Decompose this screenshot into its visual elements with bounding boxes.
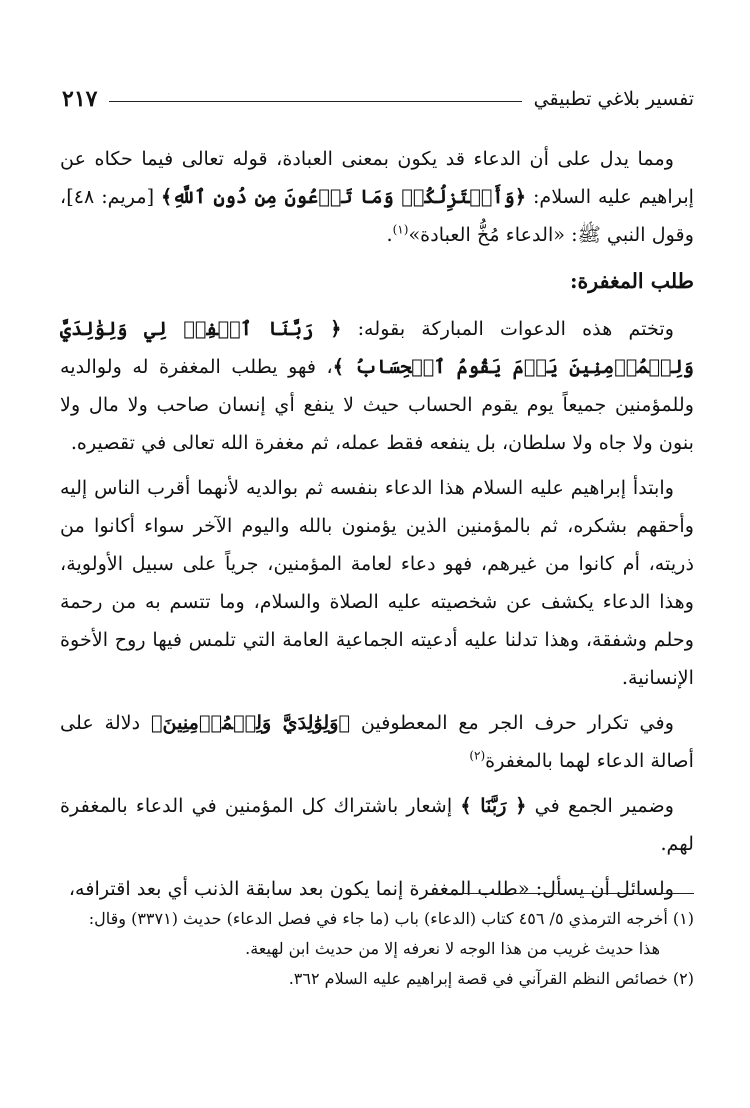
footnote-1-continuation: هذا حديث غريب من هذا الوجه لا نعرفه إلا من حديث ابن لهيعة. — [245, 939, 660, 958]
paragraph-5 — [60, 787, 694, 863]
paragraph-2 — [60, 310, 694, 462]
paragraph-6 — [60, 870, 694, 908]
page-header — [62, 84, 694, 114]
paragraph-1-text-b: [مريم: ٤٨]، وقول النبي ﷺ: «الدعاء مُخُّ العبادة» — [60, 185, 694, 246]
footnote-1: (١) أخرجه الترمذي ٥/ ٤٥٦ كتاب (الدعاء) باب (ما جاء في فصل الدعاء) حديث (٣٣٧١) وقال: — [88, 909, 694, 928]
paragraph-1 — [60, 140, 694, 254]
page-number: ٢١٧ — [62, 86, 98, 112]
paragraph-5-text-b: إشعار باشتراك كل المؤمنين في الدعاء بالمغفرة لهم. — [60, 794, 694, 855]
footnote-2: (٢) خصائص النظم القرآني في قصة إبراهيم عليه السلام ٣٦٢. — [288, 969, 694, 988]
header-rule — [109, 101, 521, 102]
footnote-ref-1[interactable]: (١) — [392, 222, 409, 237]
paragraph-2-text-b: ، فهو يطلب المغفرة له ولوالديه وللمؤمنين جميعاً يوم يقوم الحساب حيث لا ينفع أي إنسان صاحب ولا مال ولا بنون ولا جاه ولا سلطان، بل ينفعه فقط عمله، ثم مغفرة الله تعالى في تقصيره. — [60, 355, 694, 454]
paragraph-6-text: ولسائل أن يسأل: «طلب المغفرة إنما يكون بعد سابقة الذنب أي بعد اقترافه، — [68, 877, 674, 900]
section-heading: طلب المغفرة: — [569, 269, 694, 293]
paragraph-1-text-c: . — [386, 223, 393, 246]
paragraph-4-text-b: دلالة على أصالة الدعاء لهما بالمغفرة — [60, 711, 694, 772]
paragraph-2-text-a: وتختم هذه الدعوات المباركة بقوله: — [341, 317, 674, 340]
quran-word-rabbana: ﴿ رَبَّنَا ﴾ — [460, 794, 527, 817]
paragraph-5-text-a: وضمير الجمع في — [526, 794, 675, 817]
page-body — [60, 140, 694, 915]
quran-verse-maryam: ﴿وَأَعۡتَزِلُكُمۡ وَمَا تَدۡعُونَ مِن دُونِ ٱللَّهِ﴾ — [161, 185, 527, 208]
footnote-ref-2[interactable]: (٢) — [469, 748, 486, 763]
paragraph-3-text: وابتدأ إبراهيم عليه السلام هذا الدعاء بنفسه ثم بوالديه لأنهما أقرب الناس إليه وأحقهم بشكره، ثم بالمؤمنين الذين يؤمنون بالله واليوم الآخر سواء أكانوا من ذريته، أم كانوا من غيرهم، فهو دعاء لعامة المؤمنين، جرياً على سبيل الأولوية، وهذا الدعاء يكشف عن شخصيته عليه الصلاة والسلام، وما تتسم به من رحمة وحلم وشفقة، وهذا تدلنا عليه أدعيته الجماعية العامة التي تلمس فيها روح الأخوة الإنسانية. — [60, 476, 694, 689]
footnotes — [60, 904, 694, 994]
paragraph-1-text-a: ومما يدل على أن الدعاء قد يكون بمعنى العبادة، قوله تعالى فيما حكاه عن إبراهيم عليه السلام: — [60, 147, 694, 208]
paragraph-3 — [60, 469, 694, 697]
quran-verse-dua: ﴿ رَبَّنَا ٱغۡفِرۡ لِي وَلِوَٰلِدَيَّ وَلِلۡمُؤۡمِنِينَ يَوۡمَ يَقُومُ ٱلۡحِسَابُ ﴾ — [60, 317, 694, 378]
paragraph-4 — [60, 704, 694, 780]
paragraph-4-text-a: وفي تكرار حرف الجر مع المعطوفين — [350, 711, 674, 734]
quran-verse-parents: ﴿وَلِوَٰلِدَيَّ وَلِلۡمُؤۡمِنِينَ﴾ — [150, 711, 351, 734]
running-title: تفسير بلاغي تطبيقي — [533, 88, 694, 110]
footnote-separator — [428, 893, 694, 894]
